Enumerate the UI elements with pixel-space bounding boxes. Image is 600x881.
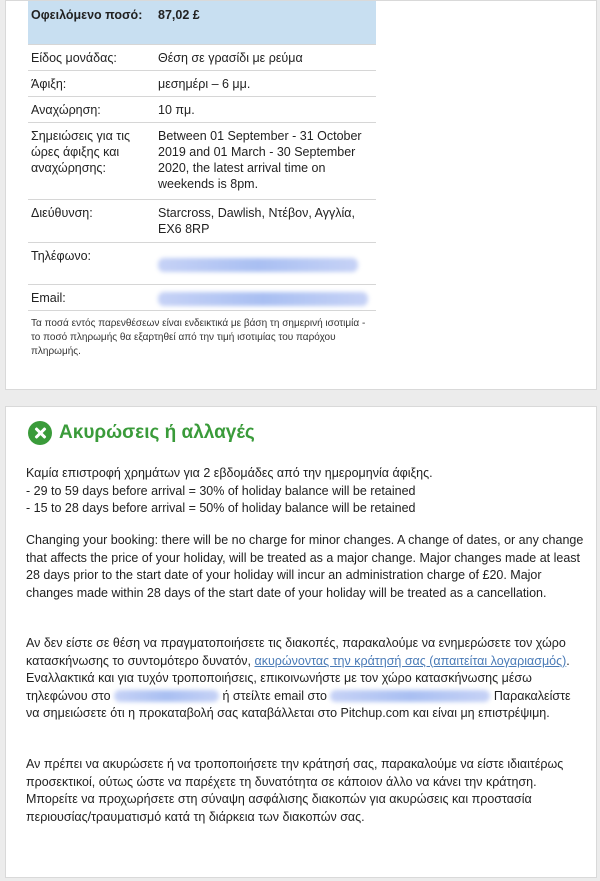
arrival-label: Άφιξη:	[31, 77, 67, 91]
email-row	[28, 285, 376, 311]
departure-label: Αναχώρηση:	[31, 103, 101, 117]
cancel-instructions	[26, 635, 586, 723]
amount-due-value: 87,02 £	[158, 8, 200, 22]
cancellations-card	[5, 406, 597, 878]
email-redacted	[330, 690, 490, 702]
refund-policy	[26, 465, 586, 518]
arrival-notes-value: Between 01 September - 31 October 2019 and 01 March - 30 September 2020, the latest arrival time on weekends is 8pm.	[158, 129, 362, 191]
arrival-notes-row	[28, 123, 376, 200]
cancel-booking-link[interactable]: ακυρώνοντας την κράτησή σας (απαιτείται λογαριασμός)	[254, 653, 567, 668]
unit-type-row	[28, 45, 376, 71]
arrival-value: μεσημέρι – 6 μμ.	[158, 77, 251, 91]
unit-type-label: Είδος μονάδας:	[31, 51, 117, 65]
address-value: Starcross, Dawlish, Ντέβον, Αγγλία, EX6 8RP	[158, 206, 355, 236]
policy-line: - 15 to 28 days before arrival = 50% of holiday balance will be retained	[26, 501, 416, 515]
unit-type-value: Θέση σε γρασίδι με ρεύμα	[158, 51, 303, 65]
policy-line: Καμία επιστροφή χρημάτων για 2 εβδομάδες από την ημερομηνία άφιξης.	[26, 466, 433, 480]
phone-value-redacted	[158, 258, 358, 272]
address-row	[28, 200, 376, 243]
cancel-text: ή στείλτε email στο	[219, 688, 331, 703]
email-label: Email:	[31, 291, 66, 305]
arrival-row	[28, 71, 376, 97]
amount-due-row	[28, 1, 376, 45]
policy-line: - 29 to 59 days before arrival = 30% of holiday balance will be retained	[26, 483, 416, 498]
booking-details-card	[5, 0, 597, 390]
cancel-text: . Εναλλακτικά και για τυχόν τροποποιήσεις, επικοινωνήστε με τον χώρο κατασκήνωσης μέσω τηλεφώνου στο	[26, 653, 570, 703]
departure-row	[28, 97, 376, 123]
departure-value: 10 πμ.	[158, 103, 195, 117]
changing-booking-text: Changing your booking: there will be no charge for minor changes. A change of dates, or any change that affects the price of your holiday, will be treated as a major change. Major changes made at least 28 days prior to the start date of your holiday will incur an administration charge of £20. Major changes made within 28 days of the start date of your holiday will be treated as a cancellation.	[26, 533, 584, 600]
cancel-text: Αν δεν είστε σε θέση να πραγματοποιήσετε τις διακοπές, παρακαλούμε να ενημερώσετε τον χώρο κατασκήνωσης το συντομότερο δυνατόν,	[26, 636, 566, 668]
amount-due-label: Οφειλόμενο ποσό:	[31, 8, 143, 22]
section-title: Ακυρώσεις ή αλλαγές	[59, 422, 255, 443]
email-value-redacted	[158, 292, 368, 306]
arrival-notes-label: Σημειώσεις για τις ώρες άφιξης και αναχώρησης:	[31, 129, 131, 175]
address-label: Διεύθυνση:	[31, 206, 93, 220]
cross-circle-icon	[28, 421, 52, 445]
cancel-text: Παρακαλείστε να σημειώσετε ότι η προκαταβολή σας καταβάλλεται στο Pitchup.com και είναι μη επιστρέψιμη.	[26, 688, 571, 720]
phone-redacted	[114, 690, 219, 702]
insurance-advice: Αν πρέπει να ακυρώσετε ή να τροποποιήσετε την κράτησή σας, παρακαλούμε να είστε ιδιαιτέρως προσεκτικοί, ούτως ώστε να παρέχετε τη δυνατότητα σε κάποιον άλλο να κάνει την κράτηση. Μπορείτε να προχωρήσετε στη σύναψη ασφάλισης διακοπών για ακυρώσεις και προστασία περιουσίας/τραυματισμό κατά τη διάρκεια των διακοπών σας.	[26, 757, 564, 824]
phone-row	[28, 243, 376, 285]
phone-label: Τηλέφωνο:	[31, 249, 92, 263]
section-heading	[28, 421, 255, 445]
currency-note: Τα ποσά εντός παρενθέσεων είναι ενδεικτικά με βάση τη σημερινή ισοτιμία - το ποσό πληρωμής θα εξαρτηθεί από την τιμή ισοτιμίας του παρόχου πληρωμής.	[31, 318, 366, 357]
